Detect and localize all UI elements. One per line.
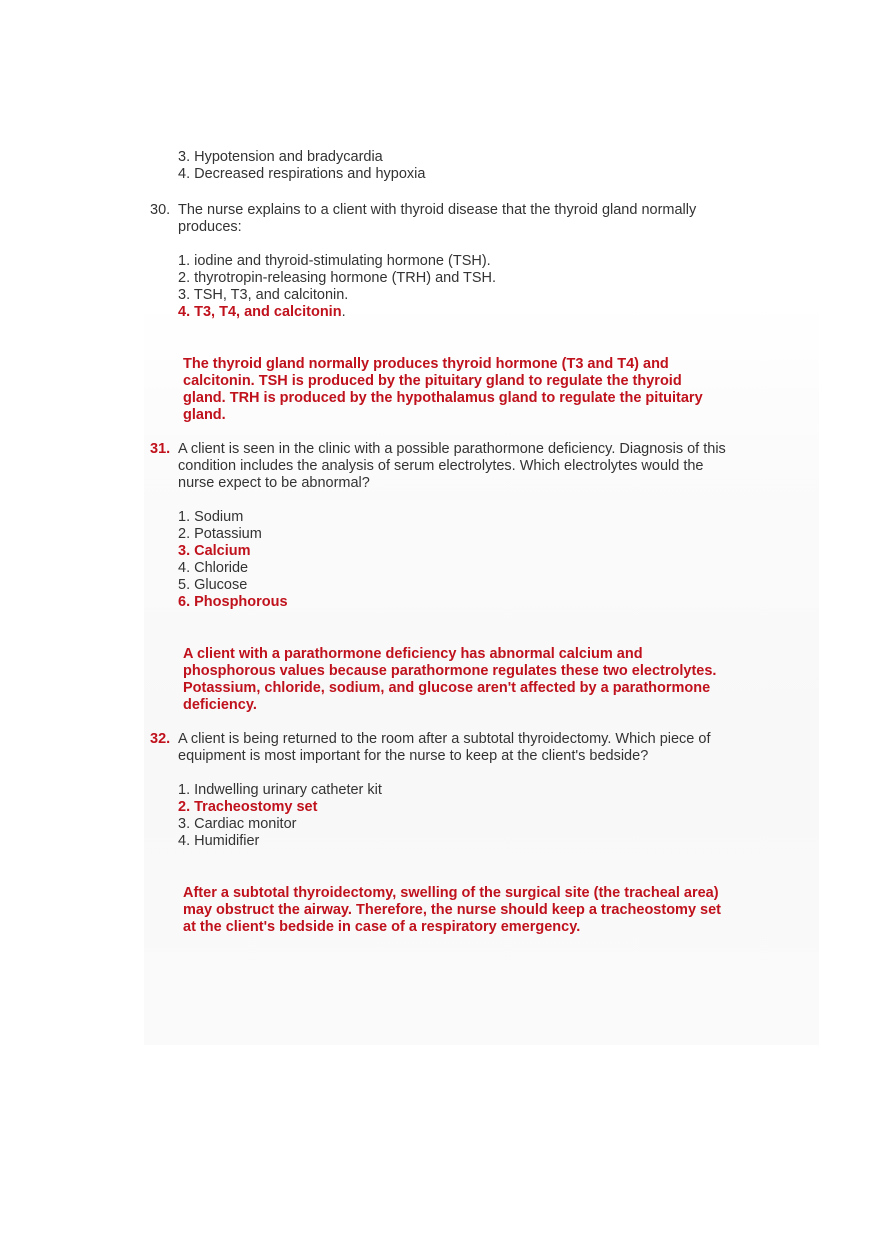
option-item: 3. TSH, T3, and calcitonin.: [178, 287, 349, 303]
option-item: 1. Sodium: [178, 509, 244, 525]
answer-period: .: [341, 304, 346, 320]
option-item: 1. iodine and thyroid-stimulating hormone (TSH).: [178, 253, 491, 269]
question-30: [150, 202, 740, 236]
question-30-options: [178, 253, 740, 321]
question-32: [150, 731, 740, 765]
question-31-rationale: A client with a parathormone deficiency has abnormal calcium and phosphorous values because parathormone regulates these two electrolytes. Potassium, chloride, sodium, and glucose aren't affected by a parathormone deficiency.: [183, 646, 717, 713]
question-32-options: [178, 782, 740, 850]
option-item-correct: [178, 304, 740, 321]
question-31-options: [178, 509, 740, 611]
correct-answer-label: 4. T3, T4, and calcitonin: [178, 304, 342, 320]
option-item: 1. Indwelling urinary catheter kit: [178, 782, 382, 798]
option-item: 4. Humidifier: [178, 833, 260, 849]
question-text: The nurse explains to a client with thyroid disease that the thyroid gland normally produces:: [178, 202, 697, 235]
page-content: [150, 149, 740, 936]
option-item-correct: 3. Calcium: [178, 543, 251, 559]
option-item: 4. Chloride: [178, 560, 249, 576]
question-text: A client is being returned to the room after a subtotal thyroidectomy. Which piece of equipment is most important for the nurse to keep at the client's bedside?: [178, 731, 711, 764]
carryover-options: [178, 149, 740, 183]
option-item-correct: 6. Phosphorous: [178, 594, 288, 610]
option-item: 3. Hypotension and bradycardia: [178, 149, 383, 165]
option-item: 2. Potassium: [178, 526, 262, 542]
question-number: 31.: [150, 441, 171, 457]
question-number: 32.: [150, 731, 171, 747]
option-item-correct: 2. Tracheostomy set: [178, 799, 318, 815]
question-31: [150, 441, 740, 492]
option-item: 5. Glucose: [178, 577, 248, 593]
question-30-rationale: The thyroid gland normally produces thyroid hormone (T3 and T4) and calcitonin. TSH is produced by the pituitary gland to regulate the thyroid gland. TRH is produced by the hypothalamus gland to regulate the pituitary gland.: [183, 356, 703, 423]
option-item: 2. thyrotropin-releasing hormone (TRH) and TSH.: [178, 270, 497, 286]
question-32-rationale: After a subtotal thyroidectomy, swelling of the surgical site (the tracheal area) may obstruct the airway. Therefore, the nurse should keep a tracheostomy set at the client's bedside in case of a respiratory emergency.: [183, 885, 722, 935]
question-number: 30.: [150, 202, 171, 218]
question-text: A client is seen in the clinic with a possible parathormone deficiency. Diagnosis of this condition includes the analysis of serum electrolytes. Which electrolytes would the nurse expect to be abnormal?: [178, 441, 726, 491]
option-item: 4. Decreased respirations and hypoxia: [178, 166, 426, 182]
option-item: 3. Cardiac monitor: [178, 816, 297, 832]
